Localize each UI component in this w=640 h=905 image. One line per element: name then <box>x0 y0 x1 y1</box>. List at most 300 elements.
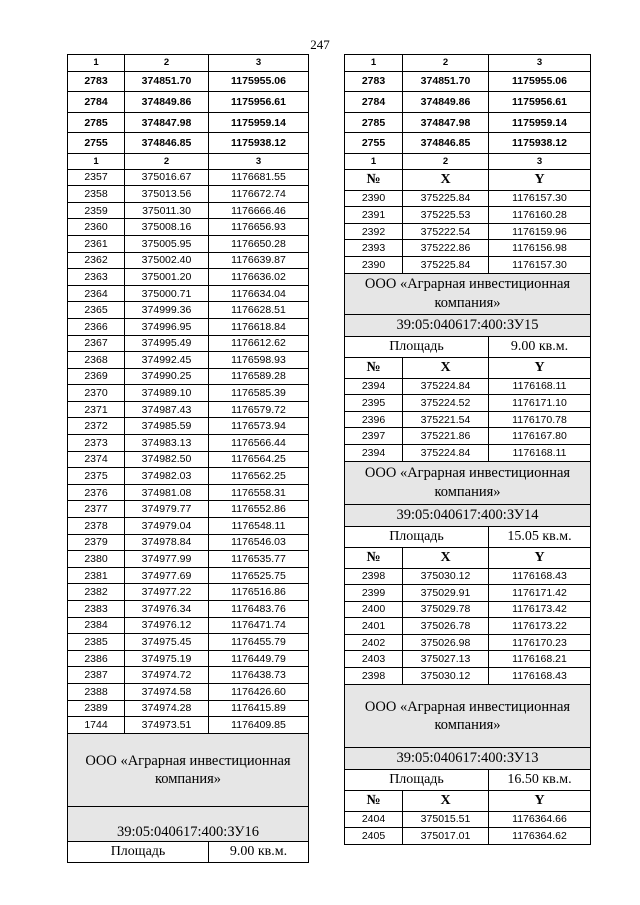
x-coordinate-cell: 374995.49 <box>125 335 209 352</box>
y-coordinate-cell: 1175938.12 <box>209 133 309 154</box>
y-coordinate-cell: 1176173.42 <box>489 601 591 618</box>
point-number-cell: 2375 <box>68 468 125 485</box>
cadastral-row <box>345 747 591 769</box>
y-coordinate-cell: 1176156.98 <box>489 240 591 257</box>
point-number-cell: 2394 <box>345 444 403 461</box>
y-coordinate-cell: 1175938.12 <box>489 133 591 154</box>
y-coordinate-cell: 1175956.61 <box>489 92 591 113</box>
point-number-cell: 2400 <box>345 601 403 618</box>
y-coordinate-cell: 1176160.28 <box>489 207 591 224</box>
point-number-cell: 2755 <box>345 133 403 154</box>
x-coordinate-cell: 374985.59 <box>125 418 209 435</box>
table-row <box>345 811 591 828</box>
point-number-cell: 2370 <box>68 385 125 402</box>
y-coordinate-cell: 1176548.11 <box>209 518 309 535</box>
table-row <box>68 169 309 186</box>
y-header: Y <box>489 547 591 568</box>
table-row <box>68 202 309 219</box>
x-coordinate-cell: 374976.12 <box>125 617 209 634</box>
table-row <box>68 302 309 319</box>
point-number-cell: 2372 <box>68 418 125 435</box>
y-coordinate-cell: 1176579.72 <box>209 401 309 418</box>
table-row <box>68 567 309 584</box>
table-row <box>345 223 591 240</box>
column-number-row <box>68 153 309 169</box>
x-coordinate-cell: 374846.85 <box>125 133 209 154</box>
x-coordinate-cell: 374975.45 <box>125 634 209 651</box>
y-coordinate-cell: 1176546.03 <box>209 534 309 551</box>
table-row <box>68 650 309 667</box>
table-row <box>345 585 591 602</box>
x-coordinate-cell: 374976.34 <box>125 601 209 618</box>
x-coordinate-cell: 375224.84 <box>403 444 489 461</box>
y-coordinate-cell: 1176558.31 <box>209 484 309 501</box>
point-number-cell: 2784 <box>68 92 125 113</box>
table-row <box>68 71 309 92</box>
x-coordinate-cell: 374977.99 <box>125 551 209 568</box>
y-coordinate-cell: 1176612.62 <box>209 335 309 352</box>
point-number-cell: 2374 <box>68 451 125 468</box>
x-coordinate-cell: 375013.56 <box>125 186 209 203</box>
table-row <box>345 568 591 585</box>
y-coordinate-cell: 1175955.06 <box>489 71 591 92</box>
point-number-cell: 2365 <box>68 302 125 319</box>
area-label: Площадь <box>345 769 489 790</box>
table-row <box>68 435 309 452</box>
owner-name: ООО «Аграрная инвестиционная компания» <box>68 733 309 806</box>
table-row <box>345 601 591 618</box>
table-row <box>345 651 591 668</box>
column-number-cell: 3 <box>489 153 591 169</box>
x-coordinate-cell: 374847.98 <box>403 112 489 133</box>
table-row <box>68 551 309 568</box>
y-coordinate-cell: 1176639.87 <box>209 252 309 269</box>
column-number-cell: 1 <box>68 153 125 169</box>
point-number-cell: 2784 <box>345 92 403 113</box>
y-coordinate-cell: 1176168.43 <box>489 668 591 685</box>
x-header: X <box>403 790 489 811</box>
point-number-cell: 2783 <box>345 71 403 92</box>
column-number-cell: 1 <box>345 153 403 169</box>
y-coordinate-cell: 1176171.10 <box>489 395 591 412</box>
y-coordinate-cell: 1176516.86 <box>209 584 309 601</box>
y-coordinate-cell: 1176471.74 <box>209 617 309 634</box>
table-row <box>68 700 309 717</box>
area-label: Площадь <box>345 526 489 547</box>
x-coordinate-cell: 375224.84 <box>403 378 489 395</box>
column-number-cell: 1 <box>345 55 403 72</box>
area-label: Площадь <box>345 336 489 357</box>
point-number-cell: 2402 <box>345 634 403 651</box>
table-row <box>68 518 309 535</box>
x-coordinate-cell: 374846.85 <box>403 133 489 154</box>
table-row <box>68 601 309 618</box>
table-row <box>68 186 309 203</box>
xy-header-row <box>345 790 591 811</box>
x-coordinate-cell: 374982.03 <box>125 468 209 485</box>
point-number-cell: 2360 <box>68 219 125 236</box>
page-number: 247 <box>310 37 330 52</box>
y-coordinate-cell: 1176566.44 <box>209 435 309 452</box>
x-coordinate-cell: 375221.54 <box>403 411 489 428</box>
x-coordinate-cell: 375005.95 <box>125 235 209 252</box>
point-number-cell: 2382 <box>68 584 125 601</box>
area-row <box>345 769 591 790</box>
y-coordinate-cell: 1176573.94 <box>209 418 309 435</box>
x-coordinate-cell: 374973.51 <box>125 717 209 734</box>
owner-name: ООО «Аграрная инвестиционная компания» <box>345 684 591 747</box>
owner-name: ООО «Аграрная инвестиционная компания» <box>345 273 591 314</box>
x-coordinate-cell: 375029.78 <box>403 601 489 618</box>
y-coordinate-cell: 1176173.22 <box>489 618 591 635</box>
x-coordinate-cell: 375221.86 <box>403 428 489 445</box>
column-number-cell: 2 <box>403 153 489 169</box>
table-row <box>68 368 309 385</box>
cadastral-number: 39:05:040617:400:ЗУ13 <box>345 747 591 769</box>
table-row <box>68 385 309 402</box>
y-coordinate-cell: 1176598.93 <box>209 352 309 369</box>
cadastral-row <box>68 806 309 841</box>
x-coordinate-cell: 375002.40 <box>125 252 209 269</box>
table-row <box>68 634 309 651</box>
x-coordinate-cell: 374849.86 <box>125 92 209 113</box>
y-coordinate-cell: 1176525.75 <box>209 567 309 584</box>
point-number-cell: 2390 <box>345 256 403 273</box>
x-coordinate-cell: 374983.13 <box>125 435 209 452</box>
x-coordinate-cell: 375030.12 <box>403 668 489 685</box>
x-coordinate-cell: 374974.58 <box>125 683 209 700</box>
y-coordinate-cell: 1176618.84 <box>209 318 309 335</box>
point-number-header: № <box>345 790 403 811</box>
x-coordinate-cell: 374990.25 <box>125 368 209 385</box>
point-number-cell: 2755 <box>68 133 125 154</box>
x-coordinate-cell: 375015.51 <box>403 811 489 828</box>
table-row <box>345 634 591 651</box>
y-coordinate-cell: 1176171.42 <box>489 585 591 602</box>
y-coordinate-cell: 1176168.43 <box>489 568 591 585</box>
x-coordinate-cell: 374974.28 <box>125 700 209 717</box>
table-row <box>68 252 309 269</box>
area-row <box>345 336 591 357</box>
point-number-cell: 2783 <box>68 71 125 92</box>
y-coordinate-cell: 1176167.80 <box>489 428 591 445</box>
point-number-cell: 2395 <box>345 395 403 412</box>
column-number-cell: 2 <box>403 55 489 72</box>
table-row <box>68 133 309 154</box>
point-number-cell: 2401 <box>345 618 403 635</box>
x-coordinate-cell: 374996.95 <box>125 318 209 335</box>
y-coordinate-cell: 1175959.14 <box>209 112 309 133</box>
table-row <box>345 92 591 113</box>
y-coordinate-cell: 1176650.28 <box>209 235 309 252</box>
point-number-cell: 2359 <box>68 202 125 219</box>
x-coordinate-cell: 375011.30 <box>125 202 209 219</box>
x-coordinate-cell: 374851.70 <box>125 71 209 92</box>
point-number-cell: 2399 <box>345 585 403 602</box>
table-row <box>345 207 591 224</box>
x-coordinate-cell: 375225.53 <box>403 207 489 224</box>
owner-row <box>68 733 309 806</box>
table-row <box>345 112 591 133</box>
y-coordinate-cell: 1176364.62 <box>489 828 591 845</box>
table-row <box>345 395 591 412</box>
point-number-cell: 2389 <box>68 700 125 717</box>
owner-name: ООО «Аграрная инвестиционная компания» <box>345 461 591 504</box>
cadastral-row <box>345 504 591 526</box>
x-coordinate-cell: 374978.84 <box>125 534 209 551</box>
y-coordinate-cell: 1176634.04 <box>209 285 309 302</box>
x-coordinate-cell: 374975.19 <box>125 650 209 667</box>
table-row <box>345 828 591 845</box>
area-value: 9.00 кв.м. <box>489 336 591 357</box>
table-row <box>68 318 309 335</box>
y-coordinate-cell: 1176666.46 <box>209 202 309 219</box>
table-row <box>345 256 591 273</box>
cadastral-number: 39:05:040617:400:ЗУ15 <box>345 314 591 336</box>
xy-header-row <box>345 547 591 568</box>
point-number-cell: 2404 <box>345 811 403 828</box>
table-row <box>68 401 309 418</box>
column-number-row <box>345 55 591 72</box>
point-number-header: № <box>345 357 403 378</box>
table-row <box>68 501 309 518</box>
y-coordinate-cell: 1176170.23 <box>489 634 591 651</box>
point-number-cell: 2785 <box>68 112 125 133</box>
y-coordinate-cell: 1176157.30 <box>489 190 591 207</box>
point-number-cell: 2384 <box>68 617 125 634</box>
point-number-cell: 2368 <box>68 352 125 369</box>
point-number-header: № <box>345 547 403 568</box>
point-number-cell: 2403 <box>345 651 403 668</box>
x-coordinate-cell: 374981.08 <box>125 484 209 501</box>
table-row <box>68 418 309 435</box>
y-header: Y <box>489 169 591 190</box>
x-header: X <box>403 547 489 568</box>
left-coordinates-table <box>67 54 309 863</box>
table-row <box>68 484 309 501</box>
x-coordinate-cell: 375026.98 <box>403 634 489 651</box>
x-coordinate-cell: 375017.01 <box>403 828 489 845</box>
y-coordinate-cell: 1175955.06 <box>209 71 309 92</box>
area-row <box>345 526 591 547</box>
y-coordinate-cell: 1176449.79 <box>209 650 309 667</box>
y-coordinate-cell: 1176564.25 <box>209 451 309 468</box>
table-row <box>68 92 309 113</box>
x-coordinate-cell: 374847.98 <box>125 112 209 133</box>
area-value: 15.05 кв.м. <box>489 526 591 547</box>
table-row <box>68 667 309 684</box>
point-number-cell: 2361 <box>68 235 125 252</box>
y-coordinate-cell: 1175959.14 <box>489 112 591 133</box>
column-number-cell: 2 <box>125 153 209 169</box>
point-number-cell: 2377 <box>68 501 125 518</box>
point-number-cell: 2379 <box>68 534 125 551</box>
x-coordinate-cell: 374979.77 <box>125 501 209 518</box>
column-number-row <box>345 153 591 169</box>
y-coordinate-cell: 1176168.11 <box>489 444 591 461</box>
cadastral-row <box>345 314 591 336</box>
point-number-cell: 2371 <box>68 401 125 418</box>
x-coordinate-cell: 374849.86 <box>403 92 489 113</box>
table-row <box>345 668 591 685</box>
x-coordinate-cell: 375027.13 <box>403 651 489 668</box>
x-coordinate-cell: 375001.20 <box>125 269 209 286</box>
table-row <box>68 451 309 468</box>
y-coordinate-cell: 1175956.61 <box>209 92 309 113</box>
x-header: X <box>403 357 489 378</box>
point-number-cell: 2373 <box>68 435 125 452</box>
table-row <box>345 133 591 154</box>
table-row <box>68 683 309 700</box>
table-row <box>345 444 591 461</box>
area-row <box>68 841 309 862</box>
point-number-cell: 2357 <box>68 169 125 186</box>
point-number-cell: 2396 <box>345 411 403 428</box>
point-number-cell: 2366 <box>68 318 125 335</box>
point-number-cell: 2381 <box>68 567 125 584</box>
x-coordinate-cell: 375222.54 <box>403 223 489 240</box>
x-coordinate-cell: 375008.16 <box>125 219 209 236</box>
table-row <box>68 468 309 485</box>
cadastral-number: 39:05:040617:400:ЗУ16 <box>68 806 309 841</box>
y-coordinate-cell: 1176168.21 <box>489 651 591 668</box>
table-row <box>345 71 591 92</box>
table-row <box>68 112 309 133</box>
point-number-cell: 2392 <box>345 223 403 240</box>
column-number-cell: 2 <box>125 55 209 72</box>
y-coordinate-cell: 1176636.02 <box>209 269 309 286</box>
x-coordinate-cell: 374982.50 <box>125 451 209 468</box>
point-number-cell: 2386 <box>68 650 125 667</box>
y-coordinate-cell: 1176628.51 <box>209 302 309 319</box>
table-row <box>68 584 309 601</box>
table-row <box>68 717 309 734</box>
y-coordinate-cell: 1176681.55 <box>209 169 309 186</box>
table-row <box>68 285 309 302</box>
x-coordinate-cell: 374979.04 <box>125 518 209 535</box>
column-number-row <box>68 55 309 72</box>
point-number-cell: 2369 <box>68 368 125 385</box>
y-header: Y <box>489 790 591 811</box>
point-number-cell: 2364 <box>68 285 125 302</box>
table-row <box>68 352 309 369</box>
y-coordinate-cell: 1176157.30 <box>489 256 591 273</box>
x-coordinate-cell: 375026.78 <box>403 618 489 635</box>
x-coordinate-cell: 374974.72 <box>125 667 209 684</box>
point-number-cell: 2378 <box>68 518 125 535</box>
point-number-cell: 2390 <box>345 190 403 207</box>
x-header: X <box>403 169 489 190</box>
y-coordinate-cell: 1176364.66 <box>489 811 591 828</box>
x-coordinate-cell: 375222.86 <box>403 240 489 257</box>
x-coordinate-cell: 375225.84 <box>403 190 489 207</box>
y-coordinate-cell: 1176585.39 <box>209 385 309 402</box>
y-coordinate-cell: 1176159.96 <box>489 223 591 240</box>
point-number-cell: 2376 <box>68 484 125 501</box>
column-number-cell: 3 <box>489 55 591 72</box>
x-coordinate-cell: 375030.12 <box>403 568 489 585</box>
point-number-cell: 2383 <box>68 601 125 618</box>
table-row <box>68 335 309 352</box>
table-row <box>68 219 309 236</box>
y-coordinate-cell: 1176656.93 <box>209 219 309 236</box>
y-coordinate-cell: 1176170.78 <box>489 411 591 428</box>
x-coordinate-cell: 374977.69 <box>125 567 209 584</box>
x-coordinate-cell: 375029.91 <box>403 585 489 602</box>
x-coordinate-cell: 374851.70 <box>403 71 489 92</box>
y-coordinate-cell: 1176672.74 <box>209 186 309 203</box>
table-row <box>345 240 591 257</box>
point-number-cell: 2398 <box>345 568 403 585</box>
cadastral-number: 39:05:040617:400:ЗУ14 <box>345 504 591 526</box>
point-number-cell: 2394 <box>345 378 403 395</box>
area-value: 9.00 кв.м. <box>209 841 309 862</box>
x-coordinate-cell: 375224.52 <box>403 395 489 412</box>
point-number-cell: 2387 <box>68 667 125 684</box>
y-coordinate-cell: 1176562.25 <box>209 468 309 485</box>
table-row <box>68 269 309 286</box>
table-row <box>345 618 591 635</box>
x-coordinate-cell: 374977.22 <box>125 584 209 601</box>
area-label: Площадь <box>68 841 209 862</box>
x-coordinate-cell: 374987.43 <box>125 401 209 418</box>
x-coordinate-cell: 375016.67 <box>125 169 209 186</box>
point-number-header: № <box>345 169 403 190</box>
area-value: 16.50 кв.м. <box>489 769 591 790</box>
y-coordinate-cell: 1176483.76 <box>209 601 309 618</box>
x-coordinate-cell: 374999.36 <box>125 302 209 319</box>
x-coordinate-cell: 375225.84 <box>403 256 489 273</box>
column-number-cell: 3 <box>209 153 309 169</box>
point-number-cell: 1744 <box>68 717 125 734</box>
point-number-cell: 2385 <box>68 634 125 651</box>
table-row <box>345 411 591 428</box>
column-number-cell: 3 <box>209 55 309 72</box>
owner-row <box>345 461 591 504</box>
owner-row <box>345 273 591 314</box>
table-row <box>68 617 309 634</box>
table-row <box>345 428 591 445</box>
point-number-cell: 2785 <box>345 112 403 133</box>
table-row <box>345 190 591 207</box>
table-row <box>345 378 591 395</box>
point-number-cell: 2391 <box>345 207 403 224</box>
x-coordinate-cell: 375000.71 <box>125 285 209 302</box>
point-number-cell: 2362 <box>68 252 125 269</box>
table-row <box>68 534 309 551</box>
point-number-cell: 2380 <box>68 551 125 568</box>
y-coordinate-cell: 1176535.77 <box>209 551 309 568</box>
y-coordinate-cell: 1176455.79 <box>209 634 309 651</box>
right-coordinates-table <box>344 54 591 845</box>
point-number-cell: 2388 <box>68 683 125 700</box>
y-coordinate-cell: 1176426.60 <box>209 683 309 700</box>
xy-header-row <box>345 357 591 378</box>
table-row <box>68 235 309 252</box>
point-number-cell: 2358 <box>68 186 125 203</box>
point-number-cell: 2397 <box>345 428 403 445</box>
y-coordinate-cell: 1176438.73 <box>209 667 309 684</box>
owner-row <box>345 684 591 747</box>
point-number-cell: 2398 <box>345 668 403 685</box>
y-coordinate-cell: 1176409.85 <box>209 717 309 734</box>
point-number-cell: 2367 <box>68 335 125 352</box>
column-number-cell: 1 <box>68 55 125 72</box>
y-header: Y <box>489 357 591 378</box>
y-coordinate-cell: 1176552.86 <box>209 501 309 518</box>
x-coordinate-cell: 374992.45 <box>125 352 209 369</box>
xy-header-row <box>345 169 591 190</box>
